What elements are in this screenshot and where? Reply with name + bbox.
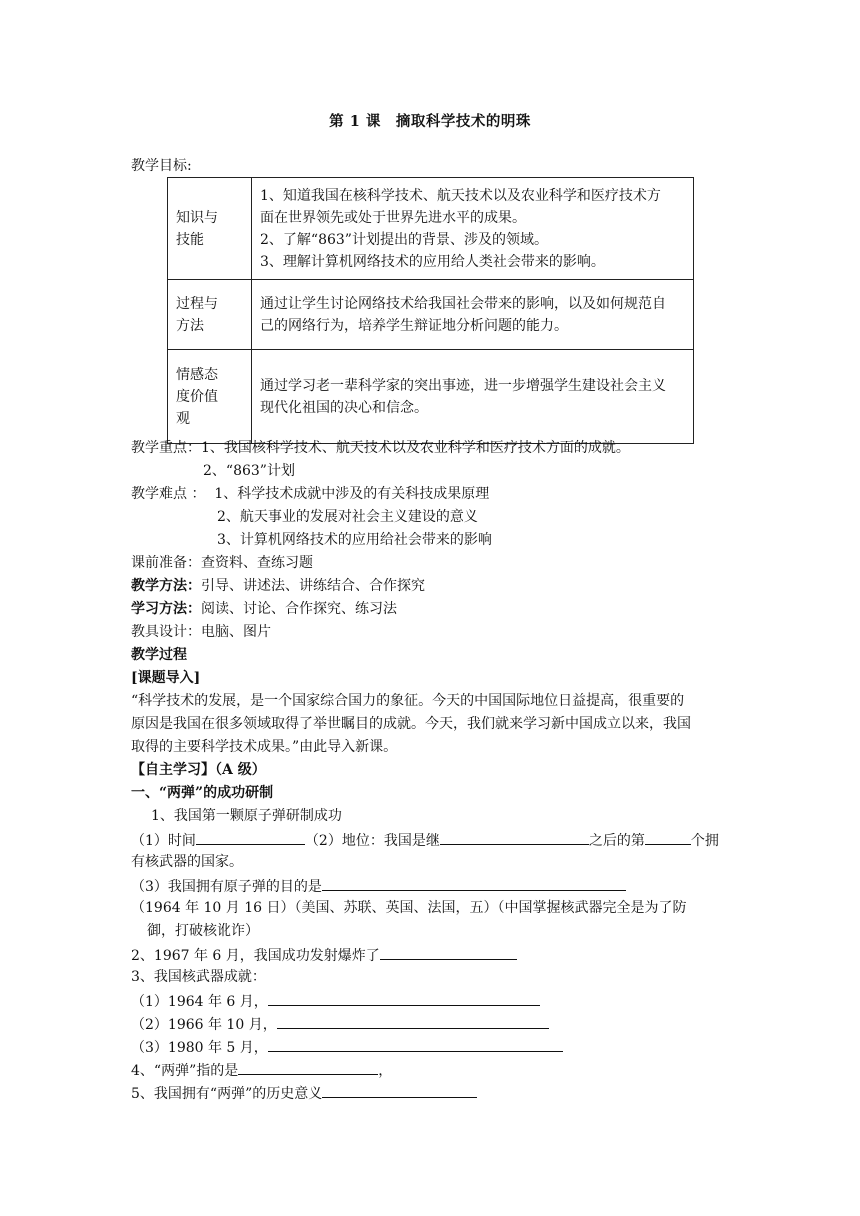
sub-item: （3）1980 年 5 月， xyxy=(131,1036,563,1058)
objective-content: 通过学习老一辈科学家的突出事迹，进一步增强学生建设社会主义 现代化祖国的决心和信念。 xyxy=(252,350,694,444)
difficulty-item: 2、航天事业的发展对社会主义建设的意义 xyxy=(217,509,478,525)
answer-blank[interactable] xyxy=(277,1013,549,1029)
intro-paragraph-line: 取得的主要科学技术成果。”由此导入新课。 xyxy=(131,739,398,755)
question-3-line: （3）我国拥有原子弹的目的是 xyxy=(131,875,626,897)
answer-blank[interactable] xyxy=(268,1036,563,1052)
answer-line: （1964 年 10 月 16 日）（美国、苏联、英国、法国，五）（中国掌握核武器完全是为了防 xyxy=(131,900,687,916)
learn-line: 学习方法：阅读、讨论、合作探究、练习法 xyxy=(131,601,397,617)
answer-blank[interactable] xyxy=(238,1059,378,1075)
objective-header: 过程与 方法 xyxy=(168,280,252,350)
section-heading: 一、“两弹”的成功研制 xyxy=(131,785,274,801)
sub-item: （2）1966 年 10 月， xyxy=(131,1013,549,1035)
intro-paragraph-line: “科学技术的发展，是一个国家综合国力的象征。今天的中国国际地位日益提高，很重要的 xyxy=(131,693,685,709)
method-line: 教学方法：引导、讲述法、讲练结合、合作探究 xyxy=(131,578,425,594)
answer-line: 御，打破核讹诈） xyxy=(147,923,259,939)
answer-blank[interactable] xyxy=(322,1082,477,1098)
self-study-heading: 【自主学习】（A 级） xyxy=(131,762,266,778)
tools-line: 教具设计：电脑、图片 xyxy=(131,624,271,640)
answer-blank[interactable] xyxy=(380,944,517,960)
intro-paragraph-line: 原因是我国在很多领域取得了举世瞩目的成就。今天，我们就来学习新中国成立以来，我国 xyxy=(131,716,691,732)
item-4: 4、“两弹”指的是 ， xyxy=(131,1059,392,1081)
answer-blank[interactable] xyxy=(268,990,540,1006)
objectives-table xyxy=(167,177,694,444)
goals-label: 教学目标: xyxy=(131,158,192,174)
prep-line: 课前准备：查资料、查练习题 xyxy=(131,555,313,571)
objective-row-knowledge xyxy=(168,178,694,280)
objective-header: 知识与 技能 xyxy=(168,178,252,280)
objective-content: 1、知道我国在核科学技术、航天技术以及农业科学和医疗技术方 面在世界领先或处于世界先进水平的成果。 2、了解“863”计划提出的背景、涉及的领域。 3、理解计算机网络技术的应用给人类社会带来的影响。 xyxy=(252,178,694,280)
answer-blank[interactable] xyxy=(440,829,589,845)
question-1-cont: 有核武器的国家。 xyxy=(131,854,243,870)
intro-heading: [课题导入] xyxy=(131,670,201,686)
objective-header: 情感态 度价值 观 xyxy=(168,350,252,444)
lesson-title: 第 1 课 摘取科学技术的明珠 xyxy=(329,113,531,130)
item-1: 1、我国第一颗原子弹研制成功 xyxy=(151,808,342,824)
sub-item: （1）1964 年 6 月， xyxy=(131,990,540,1012)
difficulties-line: 教学难点 ： 1、科学技术成就中涉及的有关科技成果原理 xyxy=(131,486,490,502)
answer-blank[interactable] xyxy=(322,875,626,891)
answer-blank[interactable] xyxy=(196,829,305,845)
item-2: 2、1967 年 6 月，我国成功发射爆炸了 xyxy=(131,944,517,966)
question-1-line: （1）时间 （2）地位：我国是继 之后的第 个拥 xyxy=(131,829,719,851)
answer-blank[interactable] xyxy=(645,829,691,845)
item-5: 5、我国拥有“两弹”的历史意义 xyxy=(131,1082,477,1104)
key-point-item: 2、“863”计划 xyxy=(203,463,295,479)
objective-row-process xyxy=(168,280,694,350)
objective-row-emotion xyxy=(168,350,694,444)
difficulty-item: 3、计算机网络技术的应用给社会带来的影响 xyxy=(217,532,492,548)
objective-content: 通过让学生讨论网络技术给我国社会带来的影响，以及如何规范自 己的网络行为，培养学生辩证地分析问题的能力。 xyxy=(252,280,694,350)
item-3: 3、我国核武器成就： xyxy=(131,969,266,985)
key-points-line: 教学重点：1、我国核科学技术、航天技术以及农业科学和医疗技术方面的成就。 xyxy=(131,440,630,456)
process-heading: 教学过程 xyxy=(131,647,187,663)
